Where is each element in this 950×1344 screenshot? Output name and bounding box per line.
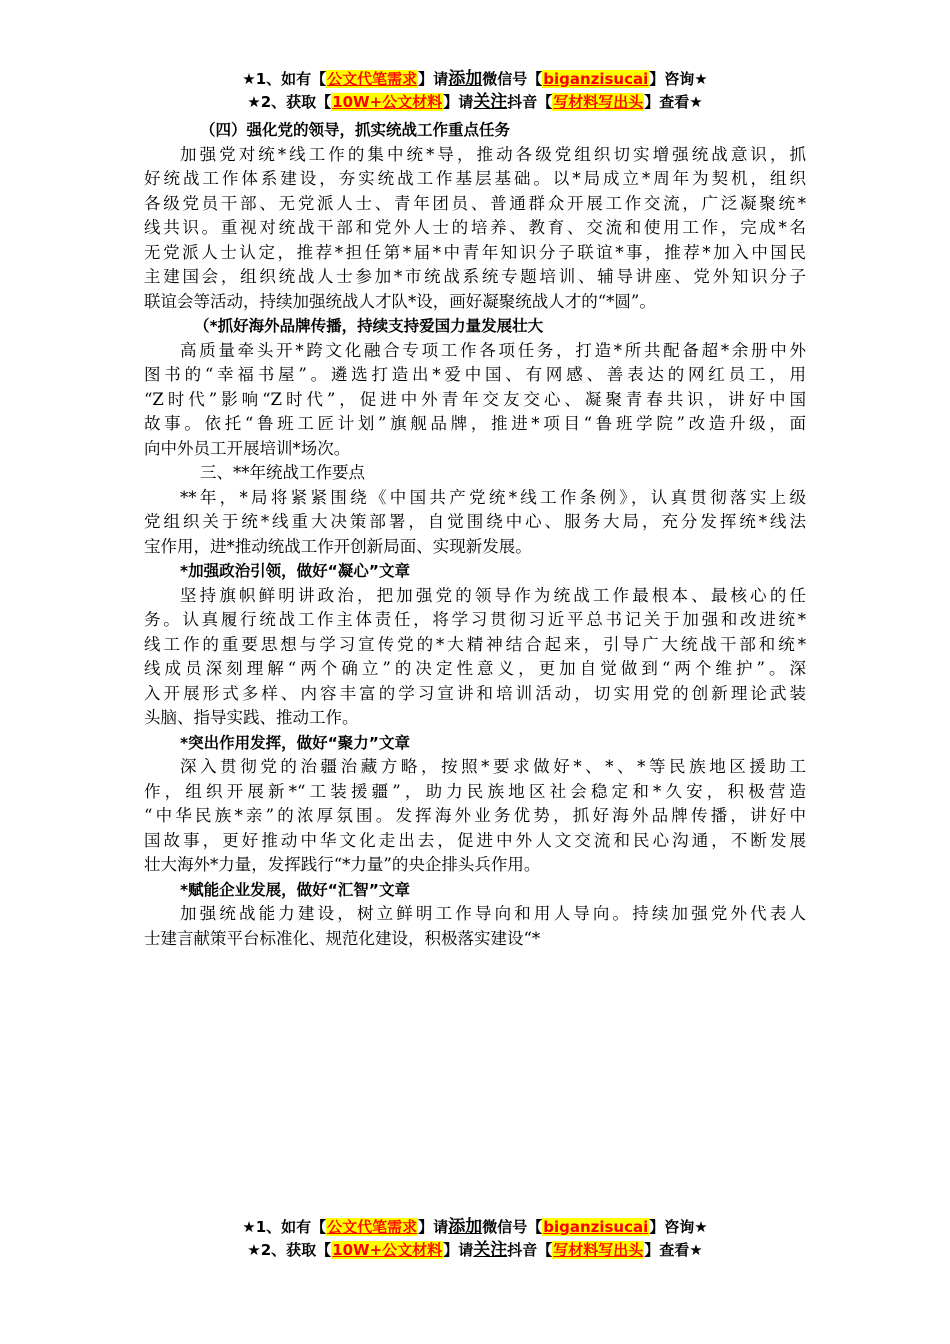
paragraph-line: 高质量牵头开*跨文化融合专项工作各项任务，打造*所共配备超*余册中外 <box>180 340 806 360</box>
promo-text: 微信号【 <box>482 1218 543 1236</box>
paragraph-line: 入开展形式多样、内容丰富的学习宣讲和培训活动，切实用党的创新理论武装 <box>144 683 806 703</box>
paragraph-line: 士建言献策平台标准化、规范化建设，积极落实建设“* <box>144 928 541 948</box>
paragraph-line: 深入贯彻党的治疆治藏方略，按照*要求做好*、*、*等民族地区援助工 <box>180 757 806 776</box>
paragraph-line: 线共识。重视对统战干部和党外人士的培养、教育、交流和使用工作，完成*名 <box>144 218 806 237</box>
promo-text: ★2、获取【 <box>247 93 332 111</box>
promo-line-1 <box>0 1216 950 1239</box>
section-heading: （*抓好海外品牌传播，持续支持爱国力量发展壮大 <box>194 317 544 335</box>
promo-text: ★1、如有【 <box>242 70 327 88</box>
promo-text: 】请 <box>418 70 449 88</box>
paragraph-line: “Z时代”影响“Z时代”，促进中外青年交友交心、凝聚青春共识，讲好中国 <box>144 389 806 409</box>
promo-text: ★1、如有【 <box>242 1218 327 1236</box>
paragraph-line: 故事。依托“鲁班工匠计划”旗舰品牌，推进*项目“鲁班学院”改造升级，面 <box>144 414 806 433</box>
promo-text: ★2、获取【 <box>247 1241 332 1259</box>
subsection-heading: *赋能企业发展，做好“汇智”文章 <box>180 880 410 899</box>
promo-highlight: 公文代笔需求 <box>327 1218 418 1236</box>
paragraph-line: 作，组织开展新*“工装援疆”，助力民族地区社会稳定和*久安，积极营造 <box>144 781 806 801</box>
paragraph-line: 坚持旗帜鲜明讲政治，把加强党的领导作为统战工作最根本、最核心的任 <box>180 585 806 605</box>
subsection-heading: *突出作用发挥，做好“聚力”文章 <box>180 733 410 752</box>
promo-line-1 <box>0 68 950 91</box>
paragraph-line: “中华民族*亲”的浓厚氛围。发挥海外业务优势，抓好海外品牌传播，讲好中 <box>144 806 806 825</box>
promo-emphasis: 关注 <box>473 92 508 112</box>
promo-highlight: 写材料写出头 <box>553 93 644 111</box>
paragraph-line: 党组织关于统*线重大决策部署，自觉围绕中心、服务大局，充分发挥统*线法 <box>144 512 806 531</box>
promo-text: 】查看★ <box>644 93 703 111</box>
paragraph-line: 无党派人士认定，推荐*担任第*届*中青年知识分子联谊*事，推荐*加入中国民 <box>144 242 806 262</box>
paragraph-line: 加强党对统*线工作的集中统*导，推动各级党组织切实增强统战意识，抓 <box>180 144 806 164</box>
promo-text: 】请 <box>418 1218 449 1236</box>
promo-highlight: 写材料写出头 <box>553 1241 644 1259</box>
document-body <box>144 118 806 951</box>
paragraph-line: 向中外员工开展培训*场次。 <box>144 438 351 458</box>
promo-highlight: biganzisucai <box>543 70 649 88</box>
promo-emphasis: 添加 <box>448 69 483 89</box>
paragraph-line: 好统战工作体系建设，夯实统战工作基层基础。以*局成立*周年为契机，组织 <box>144 169 806 188</box>
promo-line-2 <box>0 1239 950 1262</box>
promo-banner-top <box>0 68 950 114</box>
promo-highlight: biganzisucai <box>543 1218 649 1236</box>
promo-highlight: 10W+公文材料 <box>332 93 443 111</box>
promo-text: 】请 <box>443 93 474 111</box>
paragraph-line: 壮大海外*力量，发挥践行“*力量”的央企排头兵作用。 <box>144 855 541 874</box>
paragraph-line: 主建国会，组织统战人士参加*市统战系统专题培训、辅导讲座、党外知识分子 <box>144 267 806 286</box>
paragraph-line: 线工作的重要思想与学习宣传党的*大精神结合起来，引导广大统战干部和统* <box>144 634 806 654</box>
paragraph-line: **年，*局将紧紧围绕《中国共产党统*线工作条例》，认真贯彻落实上级 <box>180 487 806 507</box>
paragraph-line: 加强统战能力建设，树立鲜明工作导向和用人导向。持续加强党外代表人 <box>180 904 806 923</box>
paragraph-line: 图书的“幸福书屋”。遴选打造出*爱中国、有网感、善表达的网红员工，用 <box>144 365 806 384</box>
promo-emphasis: 关注 <box>473 1240 508 1260</box>
promo-text: 抖音【 <box>507 93 553 111</box>
promo-text: 微信号【 <box>482 70 543 88</box>
subsection-heading: *加强政治引领，做好“凝心”文章 <box>180 562 410 580</box>
promo-banner-bottom <box>0 1216 950 1262</box>
paragraph-line: 联谊会等活动，持续加强统战人才队*设，画好凝聚统战人才的“*圆”。 <box>144 291 656 311</box>
promo-highlight: 公文代笔需求 <box>327 70 418 88</box>
promo-text: 】请 <box>443 1241 474 1259</box>
promo-text: 抖音【 <box>507 1241 553 1259</box>
paragraph-line: 各级党员干部、无党派人士、青年团员、普通群众开展工作交流，广泛凝聚统* <box>144 193 806 213</box>
promo-text: 】查看★ <box>644 1241 703 1259</box>
paragraph-line: 务。认真履行统战工作主体责任，将学习贯彻习近平总书记关于加强和改进统* <box>144 610 806 629</box>
promo-emphasis: 添加 <box>448 1217 483 1237</box>
promo-text: 】咨询★ <box>649 1218 708 1236</box>
promo-line-2 <box>0 91 950 114</box>
promo-highlight: 10W+公文材料 <box>332 1241 443 1259</box>
paragraph-line: 国故事，更好推动中华文化走出去，促进中外人文交流和民心沟通，不断发展 <box>144 830 806 850</box>
section-heading: 三、**年统战工作要点 <box>200 463 365 482</box>
promo-text: 】咨询★ <box>649 70 708 88</box>
section-heading: （四）强化党的领导，抓实统战工作重点任务 <box>200 121 511 139</box>
paragraph-line: 头脑、指导实践、推动工作。 <box>144 708 359 727</box>
paragraph-line: 线成员深刻理解“两个确立”的决定性意义，更加自觉做到“两个维护”。深 <box>144 659 806 678</box>
paragraph-line: 宝作用，进*推动统战工作开创新局面、实现新发展。 <box>144 536 532 556</box>
